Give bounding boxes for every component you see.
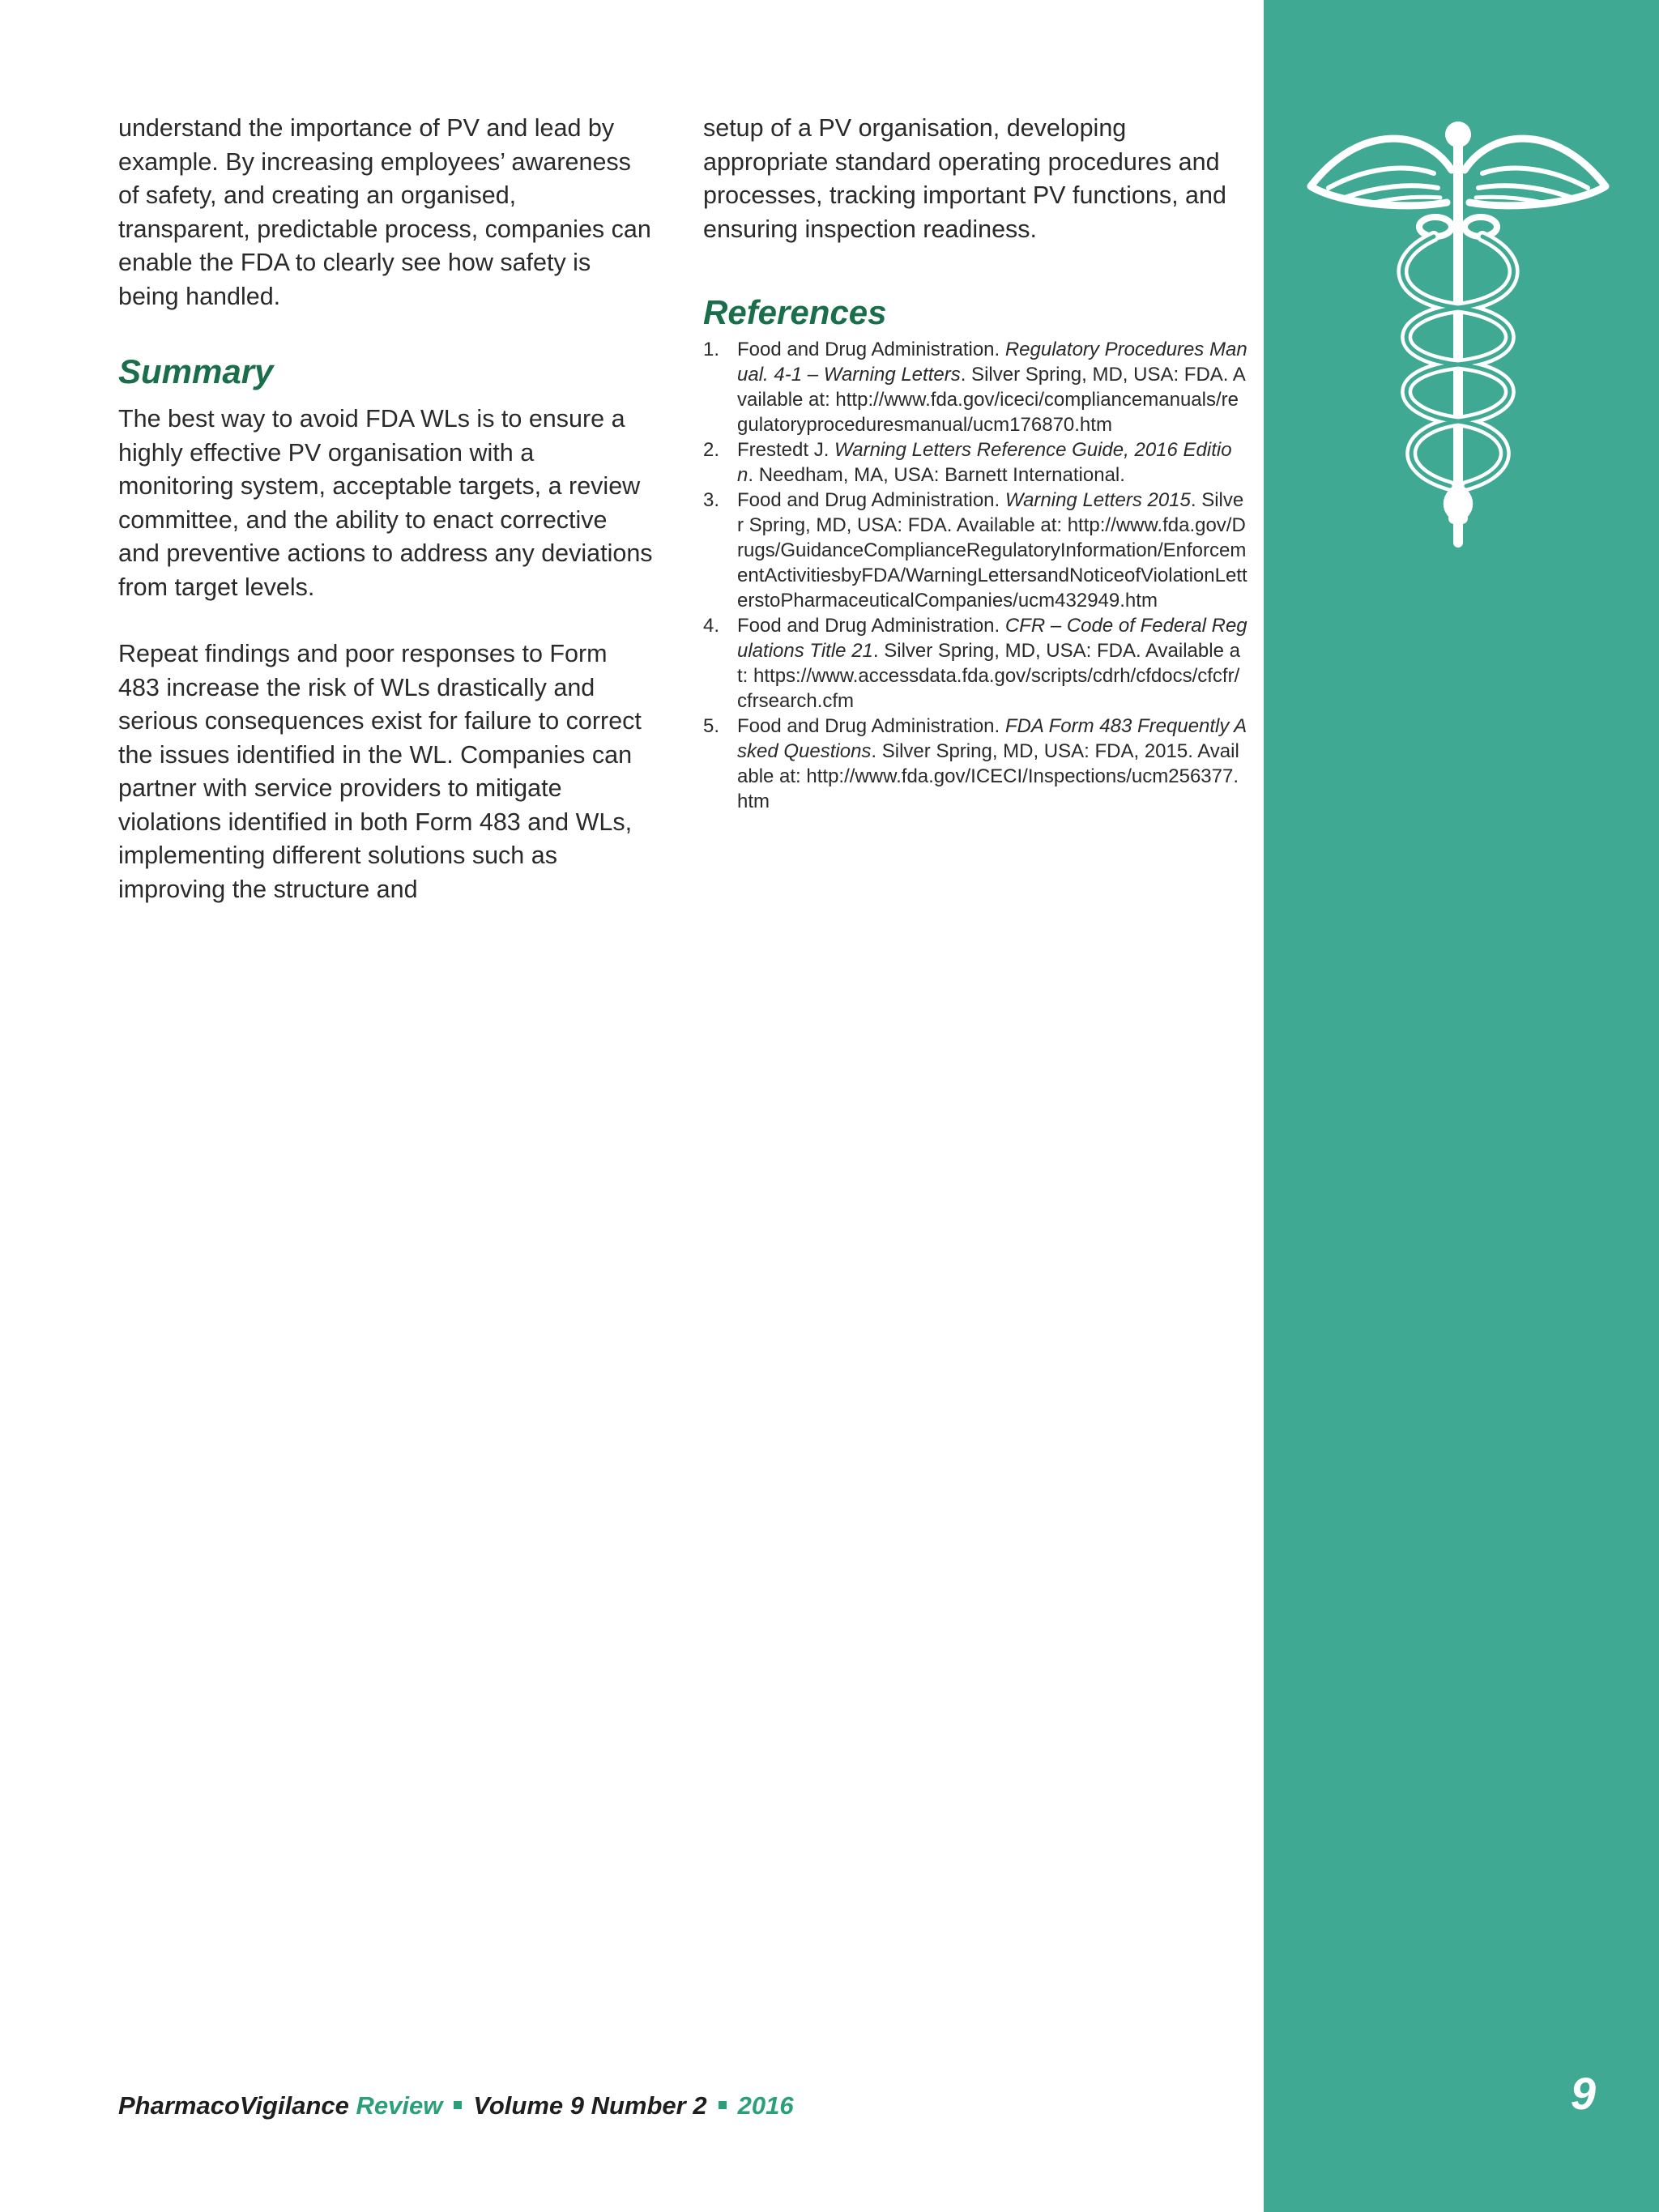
reference-title: Regulatory Procedures Manual. 4-1 – Warning Letters [737,339,1247,386]
reference-text: . Needham, MA, USA: Barnett International. [748,464,1125,486]
reference-number: 3. [703,489,720,511]
reference-text: Food and Drug Administration. [737,715,1005,737]
reference-text: . Silver Spring, MD, USA: FDA. Available at: https://www.accessdata.fda.gov/scripts/cdrh/cfdocs/cfcfr/cfrsearch.cfm [737,640,1240,712]
continuation-paragraph: setup of a PV organisation, developing appropriate standard operating procedures and processes, tracking important PV functions, and ensuring inspection readiness. [703,114,1226,243]
footer-separator-icon [719,2101,727,2109]
summary-heading: Summary [118,352,274,390]
reference-item [703,488,1247,613]
reference-text: Food and Drug Administration. [737,339,1005,360]
reference-item [703,613,1247,714]
intro-paragraph: understand the importance of PV and lead by example. By increasing employees’ awareness of safety, and creating an organised, transparent, predictable process, companies can enable the FDA to clearly see how safety is being handled. [118,114,651,310]
footer-separator-icon [454,2101,462,2109]
reference-number: 1. [703,339,720,360]
reference-title: Warning Letters Reference Guide, 2016 Edition [737,439,1232,486]
reference-text: . Silver Spring, MD, USA: FDA, 2015. Available at: http://www.fda.gov/ICECI/Inspections/ucm256377.htm [737,740,1239,812]
reference-text: Frestedt J. [737,439,835,461]
reference-text: Food and Drug Administration. [737,615,1005,637]
left-column [118,112,653,906]
reference-item [703,337,1247,437]
reference-title: Warning Letters 2015 [1004,489,1191,511]
summary-paragraph-2: Repeat findings and poor responses to Form 483 increase the risk of WLs drastically and serious consequences exist for failure to correct the issues identified in the WL. Companies can partner with service providers to mitigate violations identified in both Form 483 and WLs, implementing different solutions such as improving the structure and [118,640,642,903]
sidebar-band [1264,0,1659,2212]
reference-text: . Silver Spring, MD, USA: FDA. Available at: http://www.fda.gov/Drugs/GuidanceComplianceRegulatoryInformation/EnforcementActivitiesbyFDA/WarningLettersandNoticeofViolationLetterstoPharmaceuticalCompanies/ucm432949.htm [737,489,1247,612]
reference-text: . Silver Spring, MD, USA: FDA. Available at: http://www.fda.gov/iceci/compliancemanuals/regulatoryproceduresmanual/ucm176870.htm [737,364,1246,436]
reference-title: FDA Form 483 Frequently Asked Questions [737,715,1247,762]
page-number: 9 [1570,2068,1596,2119]
journal-review: Review [356,2091,443,2120]
summary-paragraph-1: The best way to avoid FDA WLs is to ensure a highly effective PV organisation with a monitoring system, acceptable targets, a review committee, and the ability to enact corrective and preventive actions to address any deviations from target levels. [118,405,653,601]
right-column [703,112,1247,814]
reference-text: Food and Drug Administration. [737,489,1005,511]
caduceus-icon [1304,113,1612,551]
reference-title: CFR – Code of Federal Regulations Title 21 [737,615,1247,662]
references-heading: References [703,293,887,331]
references-list [703,337,1247,814]
reference-item [703,437,1247,488]
reference-item [703,714,1247,814]
journal-year: 2016 [737,2091,794,2120]
reference-number: 2. [703,439,720,461]
journal-volume: Volume 9 Number 2 [473,2091,707,2120]
journal-name: PharmacoVigilance [118,2091,349,2120]
reference-number: 5. [703,715,720,737]
reference-number: 4. [703,615,720,637]
journal-footer [118,2091,794,2120]
